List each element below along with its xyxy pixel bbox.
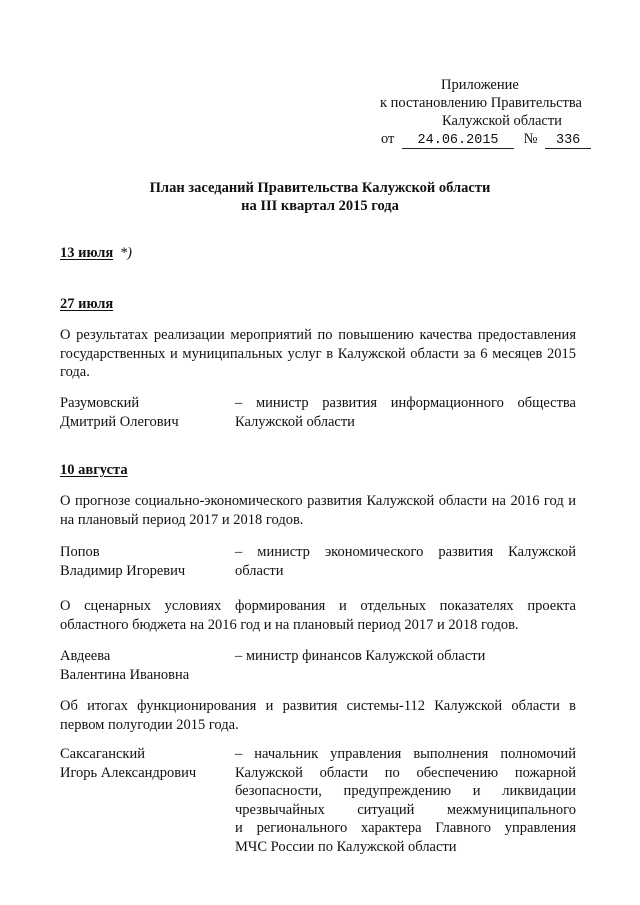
- speaker-first-name: Владимир Игоревич: [60, 562, 186, 579]
- speaker-position: – министр развития информационного общества Калужской области: [235, 395, 576, 430]
- resolution-reference: к постановлению Правительства: [380, 95, 582, 111]
- title-line-1: План заседаний Правительства Калужской области: [149, 180, 491, 196]
- agenda-item-text: О сценарных условиях формирования и отдельных показателях проекта областного бюджета на 2016 год и на плановый период 2017 и 2018 годов.: [60, 598, 576, 633]
- agenda-item-text: О прогнозе социально-экономического развития Калужской области на 2016 год и на плановый период 2017 и 2018 годов.: [60, 493, 576, 528]
- speaker-position: – министр финансов Калужской области: [235, 648, 486, 664]
- speaker-last-name: Саксаганский: [60, 746, 145, 762]
- speaker-last-name: Разумовский: [60, 395, 140, 411]
- appendix-label: Приложение: [441, 77, 519, 93]
- speaker-last-name: Авдеева: [60, 648, 111, 664]
- speaker-last-name: Попов: [60, 544, 100, 560]
- date-number-line: [381, 131, 591, 149]
- title-line-2: на III квартал 2015 года: [241, 198, 399, 214]
- document-date: 24.06.2015: [417, 133, 499, 148]
- number-label: №: [523, 131, 538, 147]
- from-label: от: [381, 131, 395, 147]
- speaker-position: – начальник управления выполнения полномочий Калужской области по обеспечению пожарной безопасности, предупреждению и ликвидации чрезвычайных ситуаций межмуниципального и регионального характера Главного управления МЧС России по Калужской области: [235, 746, 576, 855]
- document-number: 336: [555, 133, 581, 148]
- agenda-item-text: Об итогах функционирования и развития системы-112 Калужской области в первом полугодии 2015 года.: [60, 698, 576, 733]
- speaker-first-name: Дмитрий Олегович: [60, 413, 179, 430]
- footnote-mark: *): [119, 245, 132, 261]
- speaker-first-name: Игорь Александрович: [60, 764, 197, 781]
- speaker-position: – министр экономического развития Калужской области: [235, 544, 576, 579]
- section-date-10-august: 10 августа: [60, 462, 128, 478]
- speaker-first-name: Валентина Ивановна: [60, 666, 190, 683]
- speaker-name: [60, 543, 185, 580]
- speaker-name: [60, 745, 196, 782]
- section-date-27-july: 27 июля: [60, 296, 114, 312]
- speaker-name: [60, 647, 189, 684]
- speaker-name: [60, 394, 179, 431]
- section-date-13-july: [60, 245, 132, 262]
- region-name: Калужской области: [442, 113, 562, 129]
- meeting-date: 13 июля: [60, 245, 114, 261]
- agenda-item-text: О результатах реализации мероприятий по повышению качества предоставления государственных и муниципальных услуг в Калужской области за 6 месяцев 2015 года.: [60, 327, 576, 380]
